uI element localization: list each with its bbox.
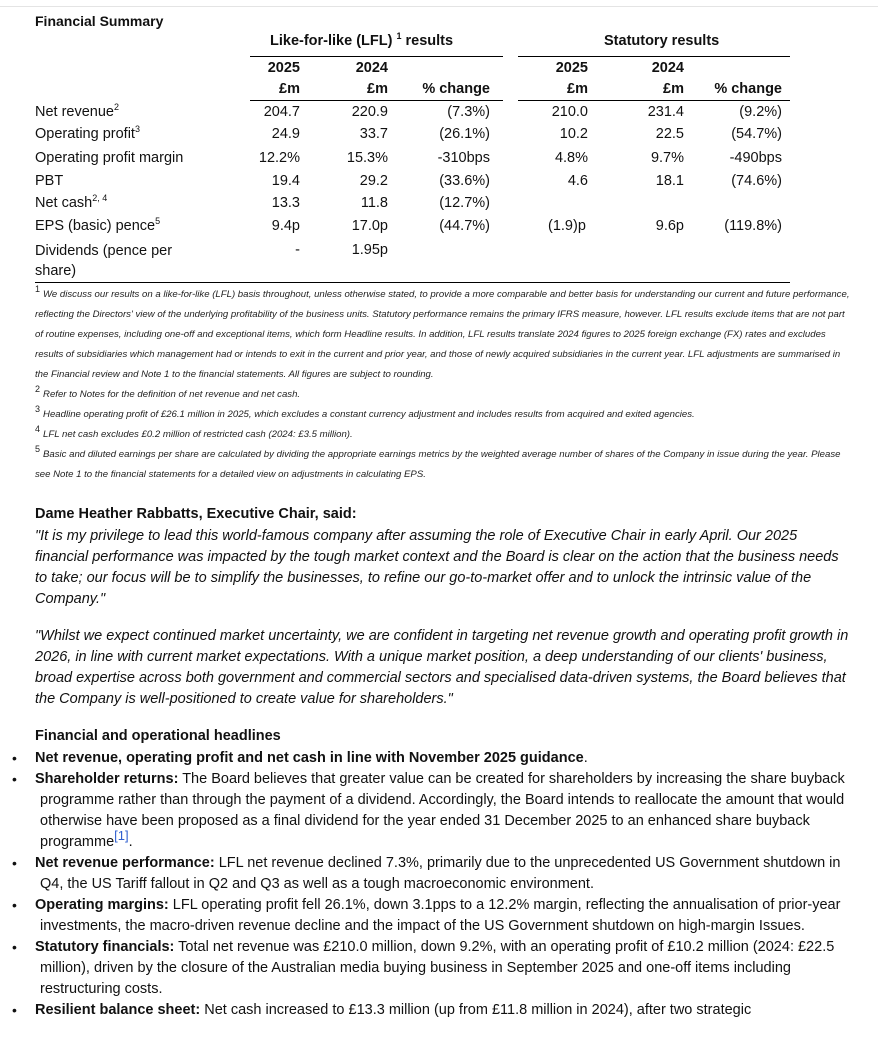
cell-lfl-2025: 19.4 — [271, 173, 300, 189]
footnote-5: 5 Basic and diluted earnings per share are calculated by dividing the appropriate earnings metrics by the weighted average number of shares of the Company in issue during the year. Please see Note 1 to the financial statements for a detailed view on adjustments in calculating EPS. — [35, 444, 841, 480]
lfl-header-rule — [250, 56, 503, 57]
cell-lfl-change: -310bps — [437, 150, 490, 166]
bullet-icon: • — [12, 855, 17, 871]
cell-statutory-2025: 10.2 — [559, 126, 588, 142]
cell-statutory-2025: 4.8% — [554, 150, 588, 166]
bullet-icon: • — [12, 750, 17, 766]
cell-lfl-2025: - — [295, 242, 300, 258]
row-label-operating-profit: Operating profit$^3$ — [35, 124, 140, 142]
cell-statutory-change: (119.8%) — [724, 218, 782, 234]
cell-lfl-change: (12.7%) — [439, 195, 490, 211]
top-border — [0, 6, 878, 7]
cell-statutory-2024: 18.1 — [655, 173, 684, 189]
statutory-group-header: Statutory results — [604, 33, 720, 49]
cell-lfl-change: (44.7%) — [439, 218, 490, 234]
lfl-year-2025-header: 2025 — [267, 60, 300, 76]
lfl-unit-2025: £m — [279, 81, 300, 97]
footnote-2: 2 Refer to Notes for the definition of net revenue and net cash. — [35, 384, 301, 400]
lfl-group-header: Like-for-like (LFL) $^1$ results — [270, 31, 454, 49]
cell-lfl-2025: 204.7 — [263, 104, 300, 120]
statutory-change-header: % change — [714, 81, 782, 97]
quote-paragraph-2: "Whilst we expect continued market uncertainty, we are confident in targeting net revenue growth and operating profit growth in 2026, in line with current market expectations. With a unique market position, a deep understanding of our clients' business, broad expertise across both government and commercial sectors and specialised data-driven systems, the Board believes that the Company is well-positioned to create value for shareholders." — [35, 628, 849, 707]
cell-lfl-2024: 29.2 — [359, 173, 388, 189]
cell-statutory-change: -490bps — [729, 150, 782, 166]
cell-lfl-change: (33.6%) — [439, 173, 490, 189]
row-label-net-revenue: Net revenue$^2$ — [35, 102, 120, 120]
bullet-icon: • — [12, 771, 17, 787]
lfl-unit-2024: £m — [367, 81, 388, 97]
cell-statutory-change: (9.2%) — [739, 104, 782, 120]
cell-statutory-2025: 4.6 — [567, 173, 588, 189]
footnote-4: 4 LFL net cash excludes £0.2 million of restricted cash (2024: £3.5 million). — [35, 424, 353, 440]
statutory-unit-2025: £m — [567, 81, 588, 97]
cell-statutory-2024: 231.4 — [647, 104, 684, 120]
cell-statutory-change: (74.6%) — [731, 173, 782, 189]
cell-lfl-2025: 9.4p — [271, 218, 300, 234]
row-label-net-cash: Net cash$^{2, 4}$ — [35, 193, 108, 211]
list-item: • Shareholder returns: The Board believes that greater value can be created for shareholders by increasing the share buyback programme rather than through the payment of a dividend. Accordingly, the Board intends to reallocate the amount that would otherwise have been proposed as a final dividend for the year ended 31 December 2025 to an enhanced share buyback programme[1]. — [12, 771, 845, 850]
statutory-year-2024-header: 2024 — [651, 60, 684, 76]
bullet-icon: • — [12, 1002, 17, 1018]
list-item: • Operating margins: LFL operating profit fell 26.1%, down 3.1pps to a 12.2% margin, reflecting the annualisation of prior-year investments, the macro-driven revenue decline and the impact of the US Government shutdown on high-margin Issues. — [12, 897, 841, 934]
statutory-header-rule — [518, 56, 790, 57]
cell-statutory-2024: 22.5 — [655, 126, 684, 142]
row-label-eps: EPS (basic) pence$^5$ — [35, 216, 161, 234]
section-title: Financial Summary — [35, 13, 164, 29]
footnote-3: 3 Headline operating profit of £26.1 million in 2025, which excludes a constant currency adjustment and includes results from acquired and exited agencies. — [35, 404, 695, 420]
footnote-1: 1 We discuss our results on a like-for-like (LFL) basis throughout, unless otherwise stated, to provide a more comparable and better basis for understanding our current and future performance, reflecting the Directors' view of the underlying profitability of the business units. Statutory performance remains the primary IFRS measure, however. LFL results exclude items that are not part of routine expenses, including one-off and exceptional items, which form Headline results. In addition, LFL results translate 2024 figures to 2025 foreign exchange (FX) rates and excludes results of subsidiaries which management had or intends to exit in the current and prior year, and those of newly acquired subsidiaries in the current year. LFL adjustments are summarised in the Financial review and Note 1 to the financial statements. All figures are subject to rounding. — [35, 284, 850, 380]
quote-speaker: Dame Heather Rabbatts, Executive Chair, said: — [35, 506, 357, 522]
cell-lfl-2024: 1.95p — [351, 242, 388, 258]
row-label-operating-profit-margin: Operating profit margin — [35, 150, 184, 166]
cell-statutory-2025: 210.0 — [551, 104, 588, 120]
cell-lfl-2025: 12.2% — [258, 150, 300, 166]
cell-lfl-2024: 11.8 — [360, 195, 388, 211]
statutory-column-rule — [518, 100, 790, 101]
lfl-year-2024-header: 2024 — [355, 60, 388, 76]
headlines-title: Financial and operational headlines — [35, 728, 281, 744]
list-item: • Net revenue, operating profit and net cash in line with November 2025 guidance. — [0, 748, 878, 769]
bullet-icon: • — [12, 897, 17, 913]
cell-lfl-2025: 13.3 — [271, 195, 300, 211]
cell-statutory-2024: 9.6p — [655, 218, 684, 234]
row-label-pbt: PBT — [35, 173, 64, 189]
lfl-column-rule — [250, 100, 503, 101]
statutory-year-2025-header: 2025 — [555, 60, 588, 76]
cell-lfl-2024: 15.3% — [346, 150, 388, 166]
cell-statutory-change: (54.7%) — [731, 126, 782, 142]
cell-lfl-2025: 24.9 — [271, 126, 300, 142]
reference-link[interactable]: [1] — [114, 828, 129, 844]
list-item: • Resilient balance sheet: Net cash increased to £13.3 million (up from £11.8 million in 2024), after two strategic — [0, 1000, 878, 1021]
list-item: • Statutory financials: Total net revenue was £210.0 million, down 9.2%, with an operating profit of £10.2 million (2024: £22.5 million), driven by the closure of the Australian media buying business in September 2025 and one-off items including restructuring costs. — [12, 939, 835, 997]
statutory-unit-2024: £m — [663, 81, 684, 97]
bullet-icon: • — [12, 939, 17, 955]
cell-lfl-change: (26.1%) — [439, 126, 490, 142]
headlines-list — [0, 748, 878, 1021]
cell-lfl-change: (7.3%) — [447, 104, 490, 120]
lfl-change-header: % change — [422, 81, 490, 97]
cell-lfl-2024: 17.0p — [351, 218, 388, 234]
cell-statutory-2025: (1.9)p — [548, 218, 586, 234]
quote-paragraph-1: "It is my privilege to lead this world-famous company after assuming the role of Executive Chair in early April. Our 2025 financial performance was impacted by the tough market context and the Board is clear on the action that the business needs to take; our focus will be to simplify the businesses, to refine our go-to-market offer and to unlock the intrinsic value of the Company." — [35, 528, 839, 607]
row-label-dividends: Dividends (pence per share) — [35, 243, 173, 279]
cell-statutory-2024: 9.7% — [650, 150, 684, 166]
cell-lfl-2024: 33.7 — [359, 126, 388, 142]
list-item: • Net revenue performance: LFL net revenue declined 7.3%, primarily due to the unprecedented US Government shutdown in Q4, the US Tariff fallout in Q2 and Q3 as well as a tough macroeconomic environment. — [12, 855, 841, 892]
table-bottom-rule — [35, 282, 790, 283]
cell-lfl-2024: 220.9 — [351, 104, 388, 120]
